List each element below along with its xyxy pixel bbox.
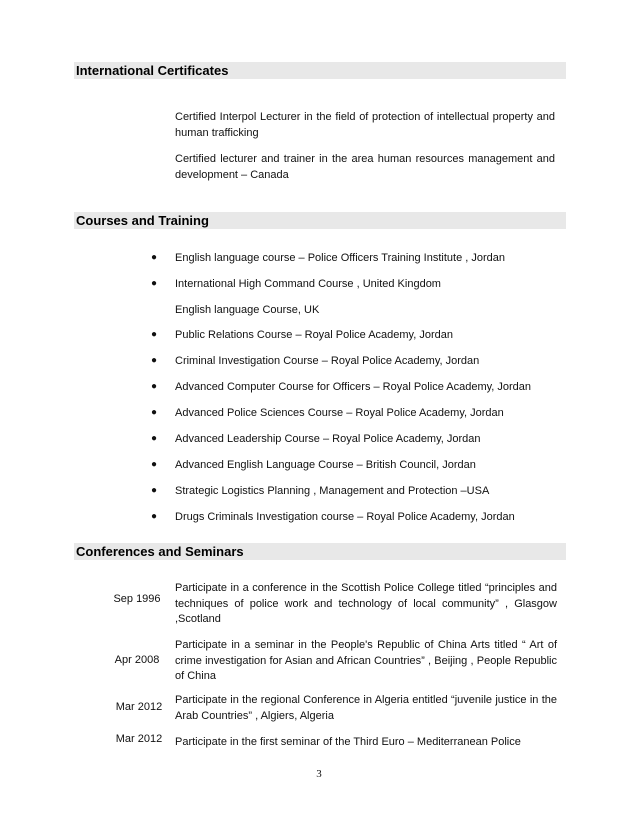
conference-date: Apr 2008: [114, 654, 160, 666]
course-list-item: [150, 353, 570, 369]
section-header-conferences-and-seminars: Conferences and Seminars: [74, 543, 566, 560]
course-text: Advanced Police Sciences Course – Royal Police Academy, Jordan: [175, 407, 504, 419]
course-list-item: [150, 457, 570, 473]
course-text: English language course – Police Officers Training Institute , Jordan: [175, 252, 505, 264]
bullet-icon: ●: [150, 381, 158, 392]
bullet-icon: ●: [150, 407, 158, 418]
conference-description: Participate in the first seminar of the Third Euro – Mediterranean Police: [175, 736, 521, 748]
certificate-item: Certified lecturer and trainer in the area human resources management and development – Canada: [175, 153, 555, 181]
bullet-icon: ●: [150, 511, 158, 522]
bullet-icon: ●: [150, 459, 158, 470]
bullet-icon: ●: [150, 433, 158, 444]
conference-date: Mar 2012: [115, 733, 163, 745]
course-text: Advanced Computer Course for Officers – Royal Police Academy, Jordan: [175, 381, 532, 393]
course-list-item: [150, 509, 570, 525]
bullet-icon: ●: [150, 329, 158, 340]
bullet-icon: ●: [150, 278, 158, 289]
course-text: Public Relations Course – Royal Police Academy, Jordan: [175, 329, 453, 341]
bullet-icon: ●: [150, 485, 158, 496]
course-text: Advanced English Language Course – British Council, Jordan: [175, 459, 476, 471]
certificate-item: Certified Interpol Lecturer in the field of protection of intellectual property and human trafficking: [175, 111, 555, 139]
conference-description: Participate in a conference in the Scottish Police College titled “principles and techniques of police work and technology of local community” , Glasgow ,Scotland: [175, 582, 557, 625]
course-list-item: [150, 327, 570, 343]
course-list-item: [150, 276, 570, 292]
section-header-courses-and-training: Courses and Training: [74, 212, 566, 229]
course-text: Criminal Investigation Course – Royal Police Academy, Jordan: [175, 355, 480, 367]
bullet-icon: ●: [150, 355, 158, 366]
conference-description: Participate in a seminar in the People's Republic of China Arts titled “ Art of crime investigation for Asian and African Countries” , Beijing , People Republic of China: [175, 639, 557, 682]
course-text: International High Command Course , United Kingdom: [175, 278, 441, 290]
conference-date: Mar 2012: [115, 701, 163, 713]
course-list-item: [150, 250, 570, 266]
conference-description: Participate in the regional Conference in Algeria entitled “juvenile justice in the Arab Countries” , Algiers, Algeria: [175, 694, 557, 722]
course-list-item: [150, 302, 570, 318]
course-list-item: [150, 483, 570, 499]
course-text: Strategic Logistics Planning , Management and Protection –USA: [175, 485, 490, 497]
course-text: Advanced Leadership Course – Royal Police Academy, Jordan: [175, 433, 481, 445]
course-text: Drugs Criminals Investigation course – Royal Police Academy, Jordan: [175, 511, 515, 523]
course-text: English language Course, UK: [175, 304, 320, 316]
page-number: 3: [316, 768, 322, 780]
conference-date: Sep 1996: [113, 593, 161, 605]
course-list-item: [150, 405, 570, 421]
bullet-icon: ●: [150, 252, 158, 263]
section-header-international-certificates: International Certificates: [74, 62, 566, 79]
course-list-item: [150, 431, 570, 447]
course-list-item: [150, 379, 570, 395]
